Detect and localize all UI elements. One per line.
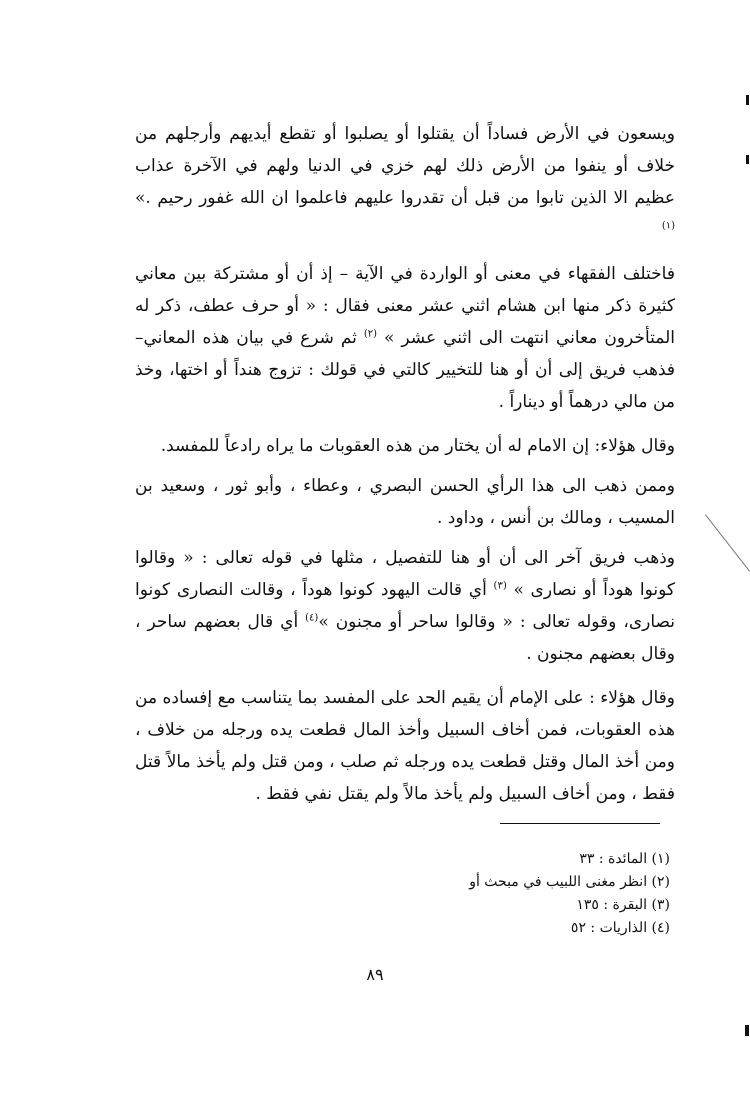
paragraph-3: وقال هؤلاء: إن الامام له أن يختار من هذه العقوبات ما يراه رادعاً للمفسد.: [160, 436, 675, 456]
footnote-3: (٣) البقرة : ١٣٥: [576, 897, 670, 913]
scan-speck-mid: [746, 155, 749, 164]
paragraph-5-mid: أي قالت اليهود كونوا هوداً ، وقالت النصارى كونوا نصارى، وقوله تعالى : « وقالوا ساحر أو مجنون »: [135, 580, 675, 632]
page-number: ٨٩: [366, 965, 384, 984]
paragraph-4: وممن ذهب الى هذا الرأي الحسن البصري ، وعطاء ، وأبو ثور ، وسعيد بن المسيب ، ومالك بن أنس ، وداود .: [135, 476, 675, 528]
paragraph-1-text: ويسعون في الأرض فساداً أن يقتلوا أو يصلبوا أو تقطع أيديهم وأرجلهم من خلاف أو ينفوا من الأرض ذلك لهم خزي في الدنيا ولهم في الآخرة عذاب عظيم الا الذين تابوا من قبل أن تقدروا عليهم فاعلموا ان الله غفور رحيم .»: [135, 124, 675, 208]
paragraph-2-text: فاختلف الفقهاء في معنى أو الواردة في الآية – إذ أن أو مشتركة بين معاني كثيرة ذكر منها ابن هشام اثني عشر معنى فقال : « أو حرف عطف، ذكر له المتأخرون معاني انتهت الى اثني عشر »: [135, 264, 675, 348]
paragraph-1: [135, 118, 675, 246]
footnote-1: (١) المائدة : ٣٣: [579, 851, 670, 867]
scan-scratch-mark: [705, 514, 750, 571]
paragraph-2: [135, 258, 675, 418]
footnote-separator: [500, 823, 660, 824]
footnote-marker-3: (٣): [493, 580, 507, 592]
paragraph-5-tail: أي قال بعضهم ساحر ، وقال بعضهم مجنون .: [135, 612, 675, 664]
footnote-marker-1: (١): [661, 220, 675, 232]
scan-speck-bottom: [745, 1025, 749, 1036]
footnotes: [350, 848, 670, 940]
paragraph-6: وقال هؤلاء : على الإمام أن يقيم الحد على المفسد بما يتناسب مع إفساده من هذه العقوبات، فمن أخاف السبيل وأخذ المال قطعت يده ورجله من خلاف ، ومن أخذ المال وقتل قطعت يده ورجله ثم صلب ، ومن قتل ولم يأخذ مالاً قتل فقط ، ومن أخاف السبيل ولم يأخذ مالاً ولم يقتل نفي فقط .: [135, 688, 675, 804]
paragraph-5-text: وذهب فريق آخر الى أن أو هنا للتفصيل ، مثلها في قوله تعالى : « وقالوا كونوا هوداً أو نصارى »: [135, 548, 675, 600]
footnote-2: (٢) انظر مغنى اللبيب في مبحث أو: [469, 874, 670, 890]
scan-speck-top: [746, 95, 749, 105]
paragraph-5: [135, 542, 675, 670]
body-text: [135, 118, 675, 822]
footnote-marker-2: (٢): [363, 328, 378, 340]
paragraph-2-tail: ثم شرع في بيان هذه المعاني– فذهب فريق إلى أن أو هنا للتخيير كالتي في قولك : تزوج هنداً أو اختها، وخذ من مالي درهماً أو ديناراً .: [135, 328, 675, 412]
footnote-4: (٤) الذاريات : ٥٢: [570, 920, 670, 936]
footnote-marker-4: (٤): [305, 612, 319, 624]
